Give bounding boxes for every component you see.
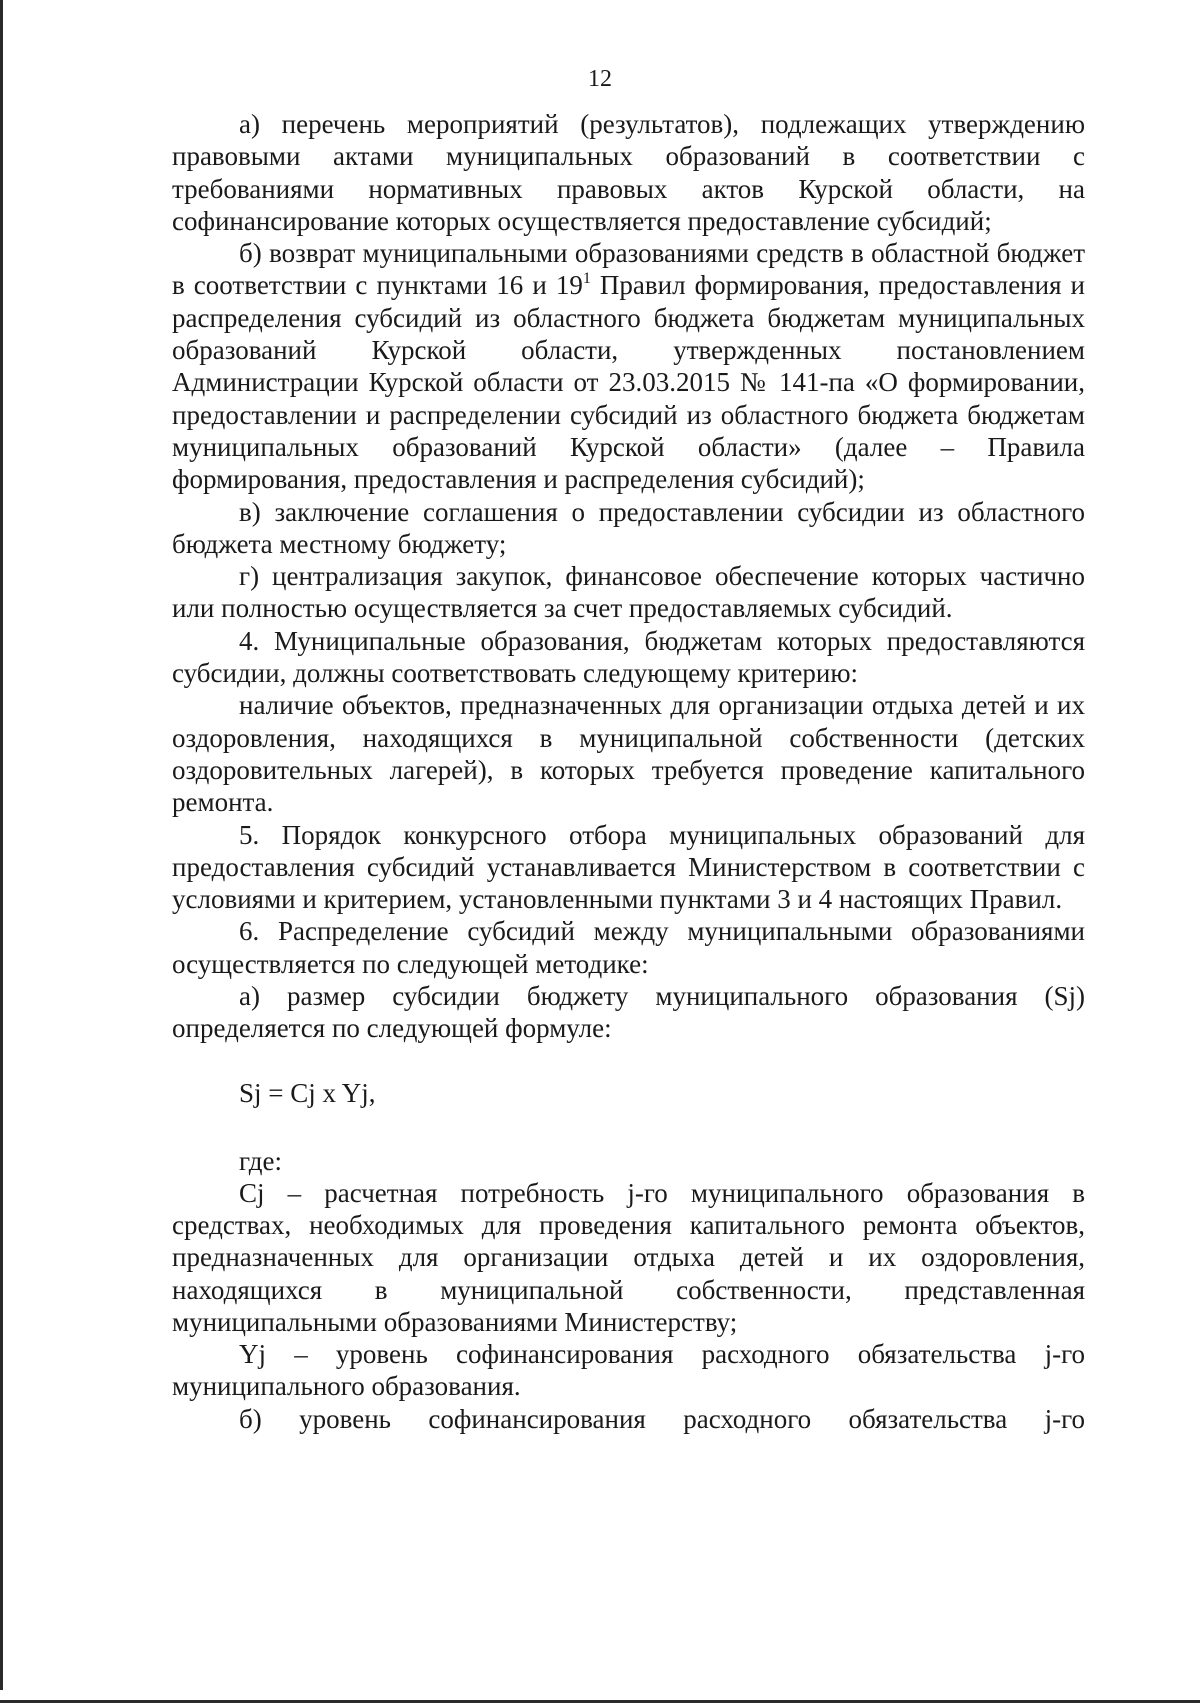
formula: Sj = Cj x Yj, — [239, 1077, 376, 1108]
paragraph-3a: а) перечень мероприятий (результатов), подлежащих утверждению правовыми актами муниципальных образований в соответствии с требованиями нормативных правовых актов Курской области, на софинансирование которых осуществляется предоставление субсидий; — [172, 109, 1085, 236]
formula-where-label: где: — [239, 1145, 282, 1176]
page-number: 12 — [588, 66, 612, 92]
paragraph-3c: в) заключение соглашения о предоставлении субсидии из областного бюджета местному бюджету; — [172, 496, 1085, 559]
paragraph-5: 5. Порядок конкурсного отбора муниципальных образований для предоставления субсидий устанавливается Министерством в соответствии с условиями и критерием, установленными пунктами 3 и 4 настоящих Правил. — [172, 819, 1085, 915]
definition-yj: Yj – уровень софинансирования расходного обязательства j-го муниципального образования. — [172, 1339, 1085, 1402]
paragraph-3b — [172, 237, 1085, 495]
scan-border-left — [0, 0, 3, 1690]
paragraph-4-criterion: наличие объектов, предназначенных для организации отдыха детей и их оздоровления, находящихся в муниципальной собственности (детских оздоровительных лагерей), в которых требуется проведение капитального ремонта. — [172, 690, 1085, 818]
paragraph-6b: б) уровень софинансирования расходного обязательства j-го — [239, 1403, 1085, 1434]
paragraph-3b-text-end: Правил формирования, предоставления и распределения субсидий из областного бюджета бюджетам муниципальных образований Курской области, утвержденных постановлением Администрации Курской области от 23.03.2015 № 141-па «О формировании, предоставлении и распределении субсидий из областного бюджета бюджетам муниципальных образований Курской области» (далее – Правила формирования, предоставления и распределения субсидий); — [172, 270, 1086, 495]
paragraph-3b-text-start: б) возврат муниципальными образованиями средств в областной бюджет в соответствии с пунктами 16 и 19 — [172, 238, 1085, 301]
paragraph-4: 4. Муниципальные образования, бюджетам которых предоставляются субсидии, должны соответствовать следующему критерию: — [172, 625, 1085, 689]
paragraph-6a: а) размер субсидии бюджету муниципального образования (Sj) определяется по следующей формуле: — [172, 981, 1085, 1044]
scan-border-bottom — [0, 1700, 1200, 1703]
definition-cj: Cj – расчетная потребность j-го муниципального образования в средствах, необходимых для проведения капитального ремонта объектов, предназначенных для организации отдыха детей и их оздоровления, находящихся в муниципальной собственности, представленная муниципальными образованиями Министерству; — [172, 1177, 1085, 1337]
paragraph-6: 6. Распределение субсидий между муниципальными образованиями осуществляется по следующей методике: — [172, 916, 1085, 979]
paragraph-3d: г) централизация закупок, финансовое обеспечение которых частично или полностью осуществляется за счет предоставляемых субсидий. — [172, 561, 1085, 624]
document-body — [172, 108, 1085, 1435]
footnote-superscript: 1 — [582, 270, 591, 288]
